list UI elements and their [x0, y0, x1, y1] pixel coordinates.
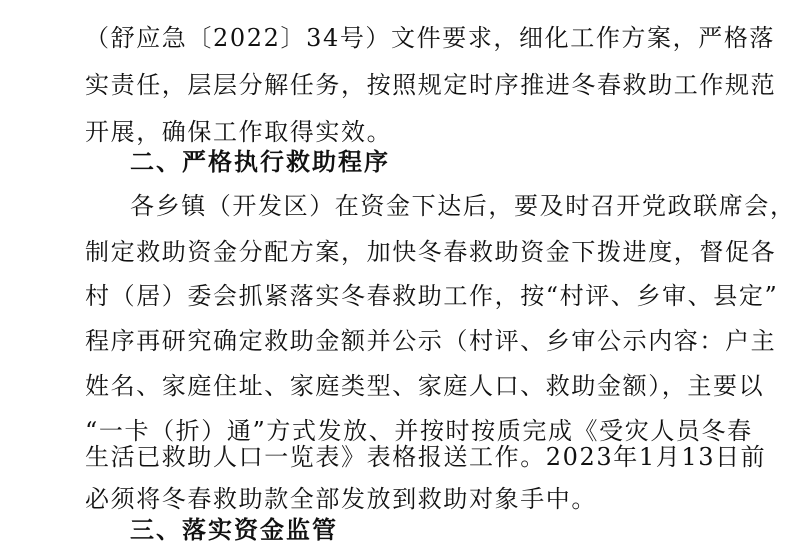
paragraph-line: “一卡（折）通”方式发放、并按时按质完成《受灾人员冬春: [85, 417, 753, 445]
paragraph-line: 村（居）委会抓紧落实冬春救助工作，按“村评、乡审、县定”: [85, 282, 779, 310]
paragraph-line: 必须将冬春救助款全部发放到救助对象手中。: [85, 485, 597, 513]
paragraph-line: 开展，确保工作取得实效。: [85, 118, 393, 146]
section-heading-partial: 三、落实资金监管: [130, 516, 338, 544]
paragraph-line: 制定救助资金分配方案，加快冬春救助资金下拨进度，督促各: [85, 238, 777, 266]
paragraph-line: 各乡镇（开发区）在资金下达后，要及时召开党政联席会，: [130, 192, 796, 220]
paragraph-line: 程序再研究确定救助金额并公示（村评、乡审公示内容：户主: [85, 327, 777, 355]
paragraph-line: 姓名、家庭住址、家庭类型、家庭人口、救助金额），主要以: [85, 372, 765, 400]
paragraph-line: 生活已救助人口一览表》表格报送工作。2023年1月13日前: [85, 443, 767, 471]
paragraph-line: （舒应急〔2022〕34号）文件要求，细化工作方案，严格落: [85, 24, 776, 52]
section-heading: 二、严格执行救助程序: [130, 148, 390, 176]
paragraph-line: 实责任，层层分解任务，按照规定时序推进冬春救助工作规范: [85, 71, 777, 99]
